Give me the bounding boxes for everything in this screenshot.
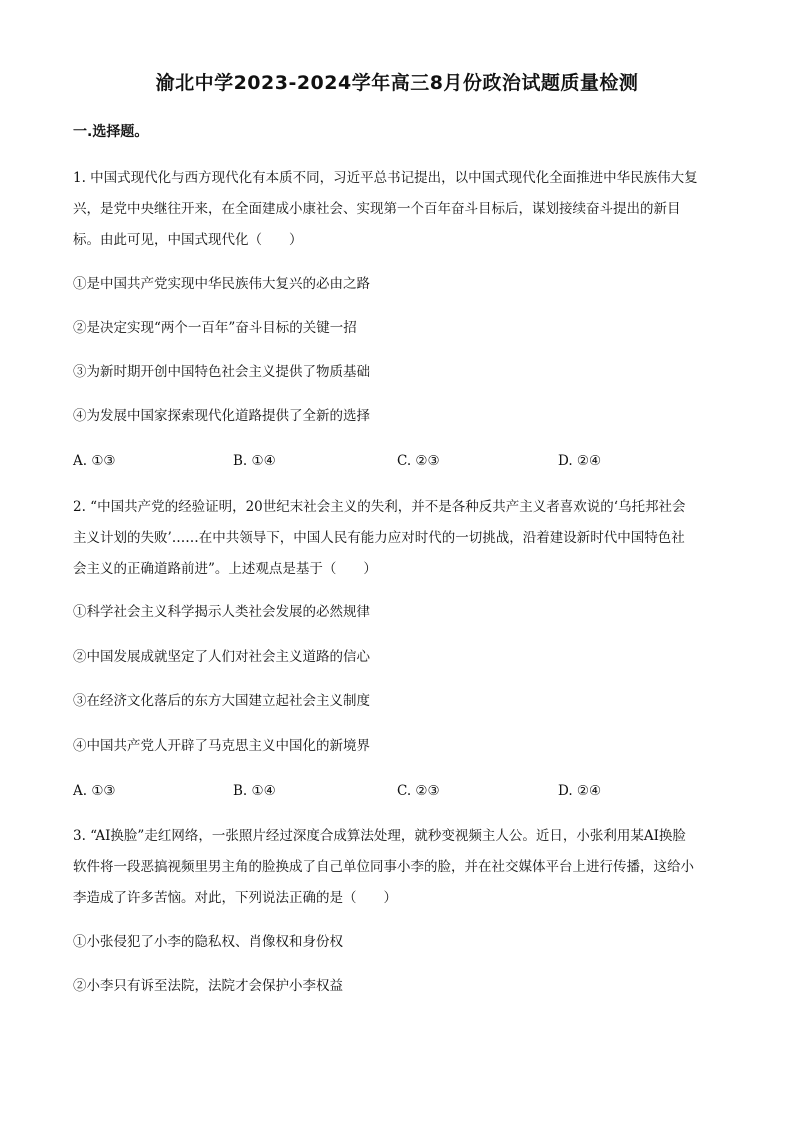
question-2-choice-c[interactable]: C. ②③ <box>397 783 440 799</box>
question-2-choice-d[interactable]: D. ②④ <box>558 783 602 799</box>
question-1-choice-d[interactable]: D. ②④ <box>558 453 602 469</box>
question-2-stem-line-1: 2. “中国共产党的经验证明，20世纪末社会主义的失利，并不是各种反共产主义者喜欢说的‘乌托邦社会 <box>73 499 686 515</box>
question-1-statement-3: ③为新时期开创中国特色社会主义提供了物质基础 <box>73 364 370 380</box>
question-2-statement-3: ③在经济文化落后的东方大国建立起社会主义制度 <box>73 693 370 709</box>
question-2-stem-line-2: 主义计划的失败’……在中共领导下，中国人民有能力应对时代的一切挑战，沿着建设新时代中国特色社 <box>73 530 685 546</box>
question-2-statement-1: ①科学社会主义科学揭示人类社会发展的必然规律 <box>73 604 370 620</box>
question-1-stem-line-2: 兴，是党中央继往开来，在全面建成小康社会、实现第一个百年奋斗目标后，谋划接续奋斗提出的新目 <box>73 201 681 217</box>
question-1-choice-c[interactable]: C. ②③ <box>397 453 440 469</box>
question-2-stem-line-3: 会主义的正确道路前进”。上述观点是基于（ ） <box>73 561 377 577</box>
question-2-statement-4: ④中国共产党人开辟了马克思主义中国化的新境界 <box>73 738 370 754</box>
question-1-choice-b[interactable]: B. ①④ <box>233 453 276 469</box>
question-1-statement-4: ④为发展中国家探索现代化道路提供了全新的选择 <box>73 408 370 424</box>
question-3-statement-1: ①小张侵犯了小李的隐私权、肖像权和身份权 <box>73 934 343 950</box>
question-2-choice-b[interactable]: B. ①④ <box>233 783 276 799</box>
question-1-stem-line-1: 1. 中国式现代化与西方现代化有本质不同，习近平总书记提出，以中国式现代化全面推进中华民族伟大复 <box>73 170 698 186</box>
question-2-statement-2: ②中国发展成就坚定了人们对社会主义道路的信心 <box>73 649 370 665</box>
exam-title: 渝北中学2023-2024学年高三8月份政治试题质量检测 <box>155 72 639 94</box>
section-heading: 一.选择题。 <box>73 124 149 140</box>
question-2-choice-a[interactable]: A. ①③ <box>73 783 116 799</box>
question-3-stem-line-3: 李造成了许多苦恼。对此，下列说法正确的是（ ） <box>73 890 397 906</box>
question-3-statement-2: ②小李只有诉至法院，法院才会保护小李权益 <box>73 978 343 994</box>
question-1-statement-1: ①是中国共产党实现中华民族伟大复兴的必由之路 <box>73 276 370 292</box>
question-3-stem-line-2: 软件将一段恶搞视频里男主角的脸换成了自己单位同事小李的脸，并在社交媒体平台上进行传播，这给小 <box>73 859 694 875</box>
question-3-stem-line-1: 3. “AI换脸”走红网络，一张照片经过深度合成算法处理，就秒变视频主人公。近日，小张利用某AI换脸 <box>73 828 686 844</box>
question-1-stem-line-3: 标。由此可见，中国式现代化（ ） <box>73 232 303 248</box>
question-1-statement-2: ②是决定实现“两个一百年”奋斗目标的关键一招 <box>73 320 357 336</box>
question-1-choice-a[interactable]: A. ①③ <box>73 453 116 469</box>
